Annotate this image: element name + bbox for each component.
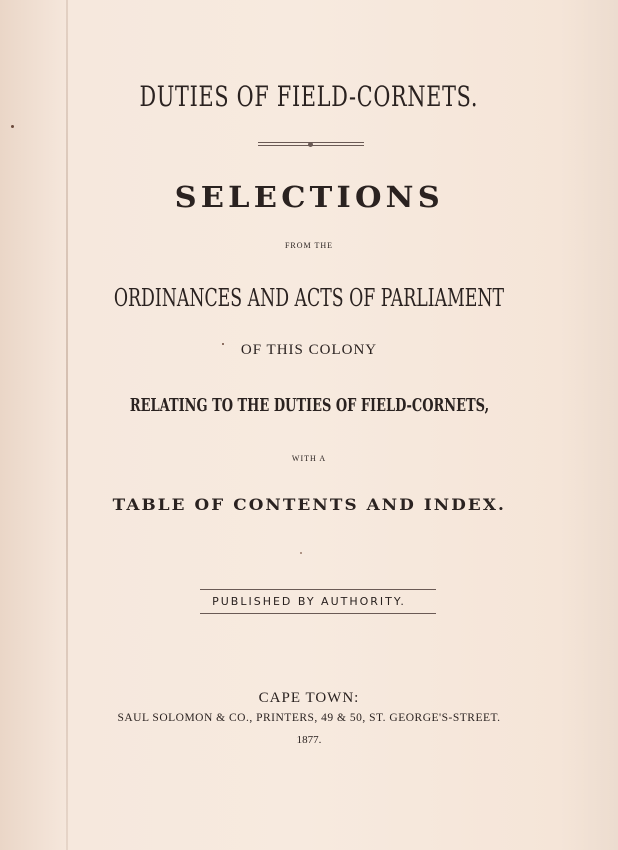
source-title: ORDINANCES AND ACTS OF PARLIAMENT: [113, 284, 505, 312]
colony-text: OF THIS COLONY: [240, 342, 378, 358]
relating-text: RELATING TO THE DUTIES OF FIELD-CORNETS,: [129, 395, 489, 416]
heading: DUTIES OF FIELD-CORNETS.: [139, 80, 479, 113]
ornamental-rule: [258, 142, 364, 148]
foxing-speck: [300, 552, 302, 554]
contents-text: TABLE OF CONTENTS AND INDEX.: [112, 495, 506, 514]
imprint-city: CAPE TOWN:: [258, 690, 360, 706]
published-rule-bottom: [200, 613, 436, 614]
foxing-speck: [222, 343, 224, 345]
published-rule-top: [200, 589, 436, 590]
imprint-printer: SAUL SOLOMON & CO., PRINTERS, 49 & 50, ST. GEORGE'S-STREET.: [117, 712, 501, 724]
main-title: SELECTIONS: [174, 180, 444, 214]
with-a-text: WITH A: [291, 454, 327, 463]
imprint-year: 1877.: [296, 734, 322, 746]
from-the-text: FROM THE: [284, 241, 334, 250]
foxing-speck: [11, 125, 14, 128]
published-text: PUBLISHED BY AUTHORITY.: [212, 595, 406, 608]
